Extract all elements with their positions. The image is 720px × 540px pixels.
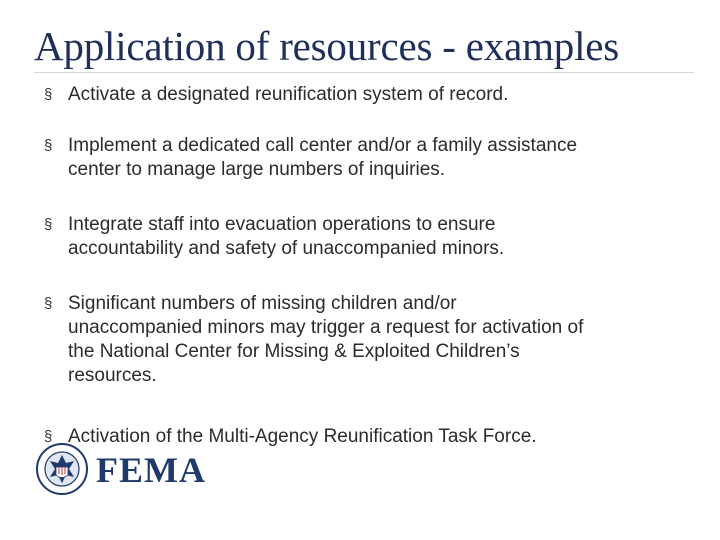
title-divider — [34, 72, 694, 73]
bullet-marker: § — [44, 86, 53, 103]
bullet-item — [44, 83, 684, 107]
bullet-item — [44, 134, 684, 182]
bullet-text: Integrate staff into evacuation operations to ensure accountability and safety of unaccompanied minors. — [68, 214, 505, 259]
bullet-text: Activate a designated reunification system of record. — [68, 84, 509, 105]
bullet-item — [44, 292, 684, 388]
fema-logo — [36, 443, 216, 495]
bullet-marker: § — [44, 295, 53, 312]
bullet-text: Activation of the Multi-Agency Reunification Task Force. — [68, 426, 537, 447]
dhs-seal-icon — [36, 443, 88, 495]
bullet-text: Significant numbers of missing children and/or unaccompanied minors may trigger a request for activation of the National Center for Missing & Exploited Children’s resources. — [68, 293, 584, 386]
slide-title: Application of resources - examples — [34, 23, 620, 69]
bullet-text: Implement a dedicated call center and/or a family assistance center to manage large numbers of inquiries. — [68, 135, 578, 180]
bullet-item — [44, 213, 684, 261]
fema-wordmark: FEMA — [96, 450, 206, 490]
bullet-marker: § — [44, 428, 53, 445]
bullet-marker: § — [44, 137, 53, 154]
bullet-marker: § — [44, 216, 53, 233]
